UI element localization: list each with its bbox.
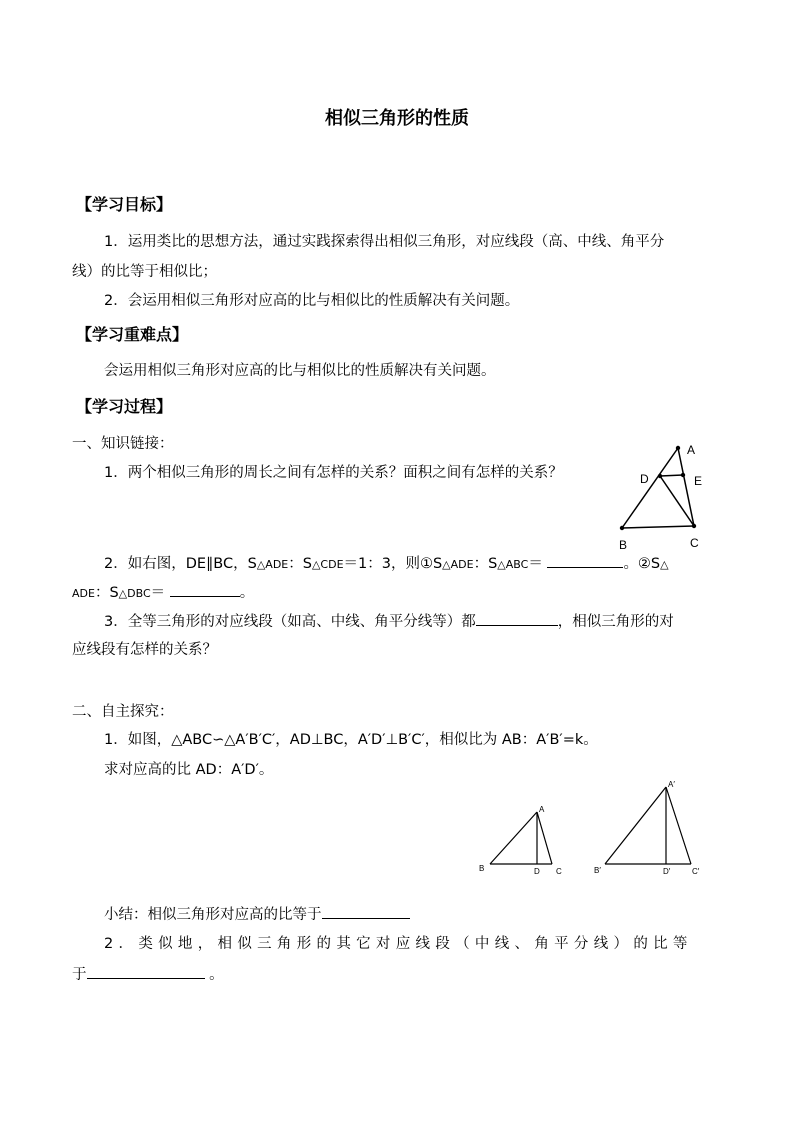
q2-answer-blank-2[interactable] (170, 582, 240, 597)
part2-q1-line2: 求对应高的比 AD：A′D′。 (104, 762, 274, 778)
part2-q2-line1: 2．类似地，相似三角形的其它对应线段（中线、角平分线）的比等 (104, 936, 693, 952)
q2-line2-sub-dbc: △DBC (118, 587, 151, 600)
q3-text-b: ，相似三角形的对 (557, 614, 674, 630)
fig1-label-d: D (534, 867, 540, 876)
process-heading: 【学习过程】 (76, 397, 173, 416)
part1-q2-line2 (72, 582, 254, 604)
fig1-label-a: A (539, 805, 545, 814)
goal2: 2．会运用相似三角形对应高的比与相似比的性质解决有关问题。 (104, 293, 520, 309)
triangle-abc-prime-altitude-figure (588, 775, 713, 880)
fig2-label-b-prime: B′ (594, 866, 601, 875)
vertex-label-d: D (640, 472, 649, 486)
summary-line (104, 904, 410, 925)
q2-text-d: ：S (473, 556, 498, 572)
q2-sub-cde: △CDE (311, 558, 344, 571)
q2-line2-text-b: ＝ (150, 585, 166, 601)
key-text: 会运用相似三角形对应高的比与相似比的性质解决有关问题。 (104, 363, 496, 379)
part2-heading: 二、自主探究： (72, 704, 174, 720)
q2-text-a: 2．如右图，DE∥BC，S (104, 556, 257, 572)
q2-sub-abc: △ABC (497, 558, 529, 571)
fig2-label-c-prime: C′ (692, 867, 700, 876)
part1-heading: 一、知识链接： (72, 436, 174, 452)
fig2-label-d-prime: D′ (663, 867, 671, 876)
triangle-de-parallel-bc-figure (600, 438, 720, 556)
goal1-line2: 线）的比等于相似比； (72, 264, 217, 280)
part2-q2-line2 (72, 964, 224, 985)
part1-q3-line1 (104, 611, 674, 632)
part2-q2-answer-blank[interactable] (87, 964, 205, 979)
goal1-line1: 1．运用类比的思想方法，通过实践探索得出相似三角形，对应线段（高、中线、角平分 (104, 234, 665, 250)
q2-line2-end: 。 (239, 585, 255, 601)
q2-line2-text-a: ：S (94, 585, 119, 601)
q2-text-e: ＝ (528, 556, 543, 572)
summary-text: 小结：相似三角形对应高的比等于 (104, 907, 322, 923)
q2-text-b: ：S (288, 556, 312, 572)
vertex-label-a: A (687, 443, 696, 457)
q2b-text-end: 。 (209, 967, 224, 983)
q2-sub-ade-2: △ADE (442, 558, 474, 571)
q2-text-c: ＝1：3，则①S (343, 556, 443, 572)
fig1-label-c: C (556, 867, 562, 876)
summary-answer-blank[interactable] (322, 904, 410, 919)
fig2-label-a-prime: A′ (668, 780, 675, 789)
part1-q2-line1 (104, 553, 669, 575)
key-heading: 【学习重难点】 (76, 325, 189, 344)
page-title: 相似三角形的性质 (325, 108, 469, 129)
q2b-text-a: 于 (72, 967, 87, 983)
q2-sub-ade: △ADE (256, 558, 289, 571)
q2-text-f: 。②S (623, 556, 661, 572)
part1-q3-line2: 应线段有怎样的关系？ (72, 642, 217, 658)
q3-text-a: 3．全等三角形的对应线段（如高、中线、角平分线等）都 (104, 614, 476, 630)
q2-sub-triangle: △ (660, 558, 669, 571)
fig1-label-b: B (479, 864, 485, 873)
q2-answer-blank-1[interactable] (547, 553, 623, 568)
q2-line2-sub-ade: ADE (72, 587, 95, 600)
part2-q1-line1: 1．如图，△ABC∽△A′B′C′，AD⊥BC，A′D′⊥B′C′，相似比为 AB：A′B′=k。 (104, 732, 598, 748)
vertex-label-b: B (619, 538, 628, 552)
triangle-abc-altitude-figure (474, 800, 574, 880)
goals-heading: 【学习目标】 (76, 195, 173, 214)
part1-q1: 1．两个相似三角形的周长之间有怎样的关系？面积之间有怎样的关系？ (104, 465, 563, 481)
vertex-label-e: E (694, 474, 703, 488)
vertex-label-c: C (690, 536, 699, 550)
q3-answer-blank[interactable] (476, 611, 558, 626)
